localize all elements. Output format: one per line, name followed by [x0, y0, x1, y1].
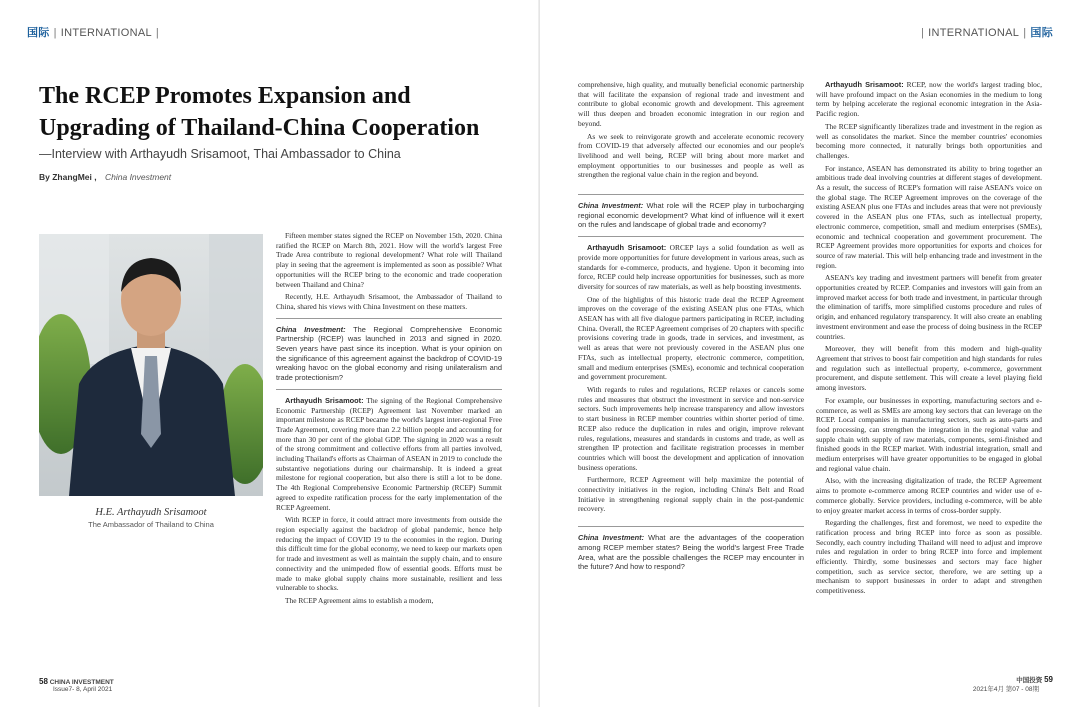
question-2	[578, 201, 804, 230]
section-header-left: 国际 | INTERNATIONAL |	[27, 27, 160, 39]
caption-role: The Ambassador of Thailand to China	[88, 520, 214, 529]
magazine-name: CHINA INVESTMENT	[49, 679, 114, 686]
paragraph: As we seek to reinvigorate growth and accelerate economic recovery from COVID-19 that adversely affected our economies and our people's livelihood and well being, RCEP will bring about more market and employment opportunities to our businesses and people as well as strengthen the regional value chain in the region and beyond.	[578, 131, 804, 180]
answer-text: The signing of the Regional Comprehensive Economic Partnership (RCEP) Agreement last November marked an important milestone as RCEP became the world's largest inter-regional Free Trade Agreement, covering more than 2.2 billion people and accounting for more than 30 per cent of the global GDP. The signing in 2020 was a result of the strong commitment and collective efforts from all parties involved, including Thailand's efforts as Chairman of ASEAN in 2019 to conclude the substantive negotiations during our chairmanship. It is indeed a great milestone for regional cooperation, but also there is still a lot to be done. The 4th Regional Comprehensive Economic Partnership (RCEP) Summit agreed to expedite ratification process for the early implementation of the RCEP Agreement.	[276, 395, 503, 512]
article-subtitle: —Interview with Arthayudh Srisamoot, Thai Ambassador to China	[39, 147, 401, 161]
paragraph: comprehensive, high quality, and mutually beneficial economic partnership that will facilitate the expansion of regional trade and investment and contribute to global economic growth and development. This agreement will thus deepen and broaden economic integration in our region and beyond.	[578, 80, 804, 128]
magazine-name-cn: 中国投资	[1016, 677, 1043, 684]
paragraph: Moreover, they will benefit from this modern and high-quality Agreement that strives to boost fair competition and high standards for rules and regulation such as intellectual property, e-commerce, government procurement, and dispute settlement. This will create a level playing field among investors.	[816, 344, 1042, 393]
text-column-1	[276, 231, 502, 609]
paragraph: Regarding the challenges, first and foremost, we need to expedite the ratification process and bring RCEP into force as soon as possible. Secondly, each country including Thailand will need to adjust and improve rules and regulation in order to bring RCEP into force and implement efficiently. Thirdly, some businesses and sectors may face higher competition, such as service sector, therefore, we are setting up a mechanism to support businesses in order to adapt and strengthen competitiveness.	[816, 518, 1042, 596]
question-text: What role will the RCEP play in turbocharging regional economic development? What kind of influence will it exert on the rules and landscape of global trade and economy?	[578, 201, 804, 230]
paragraph: Also, with the increasing digitalization of trade, the RCEP Agreement aims to promote e-commerce among RCEP countries and wider use of e-commerce globally. Service providers, including e-commerce, will be able to enjoy greater market access in terms of cross-border supply.	[816, 476, 1042, 515]
section-header-right: | INTERNATIONAL | 国际	[920, 27, 1053, 39]
answer-label: Arthayudh Srisamoot:	[825, 80, 904, 89]
issue-info: Issue7- 8, April 2021	[53, 686, 113, 693]
answer-1	[276, 396, 502, 512]
issue-info: 2021年4月 第07 - 08期	[972, 686, 1039, 693]
answer-label: Arthayudh Srisamoot:	[587, 243, 667, 253]
byline-author: By ZhangMei ,	[39, 172, 97, 182]
paragraph: For example, our businesses in exporting, manufacturing sectors and e-commerce, as well as SMEs are among key sectors that can leverage on the RCEP. Local companies in manufacturing sectors, such as auto-parts and food processing, can strengthen the integration in the regional value and supple chain with supply of raw materials, components, semi-finished and finished goods in the RCEP market. With industrial integration, small and medium enterprises will have greater opportunities to be engaged in global and regional value chain.	[816, 395, 1042, 473]
paragraph: The RCEP Agreement aims to establish a modern,	[285, 595, 434, 605]
question-label: China Investment:	[578, 533, 645, 543]
section-label-cn: 国际	[27, 27, 50, 39]
article-title: The RCEP Promotes Expansion and Upgrading of Thailand-China Cooperation	[39, 83, 480, 141]
section-label-cn: 国际	[1030, 27, 1053, 39]
text-column-2	[578, 80, 804, 575]
ambassador-portrait-illustration	[39, 234, 263, 496]
divider	[578, 526, 804, 527]
right-page	[540, 0, 1080, 707]
ambassador-photo	[39, 234, 263, 496]
answer-text: ORCEP lays a solid foundation as well as provide more opportunities for future development in various areas, such as standards for e-commerce, products, and hygiene. Upon it becoming into force, RCEP could help increase opportunities for businesses, such as more diversity for sources of raw materials, as well as help boosting investments.	[578, 243, 804, 291]
paragraph: With regards to rules and regulations, RCEP relaxes or cancels some rules and measures that obstruct the investment in service and non-service sectors. Such improvements help increase transparency and allow investors to start business in RCEP member countries within shorter period of time. RCEP also reduce the duplication in rules and origin, improve relevant rules, regulations, measures and standards in customs and trade, as well as strengthen IP protection and facilitate registration processes in member countries which will boost the development and application of innovation business operations.	[578, 384, 804, 472]
paragraph: The RCEP significantly liberalizes trade and investment in the region as well as consolidates the market. Since the member countries' economies becoming more connected, it naturally brings both opportunities and challenges.	[816, 121, 1042, 160]
section-label-en: INTERNATIONAL	[928, 27, 1020, 39]
answer-3	[816, 80, 1042, 119]
answer-text: RCEP, now the world's largest trading bloc, will have profound impact on the Asian economies in the medium to long term by helping accelerate the regional economic integration in the Asia-Pacific region.	[816, 80, 1042, 119]
section-label-en: INTERNATIONAL	[60, 27, 152, 39]
intro-paragraph-1: Fifteen member states signed the RCEP on November 15th, 2020. China ratified the RCEP on March 8th, 2021. How will the world's largest Free Trade Area contribute to regional development? What role will Thailand play in seeing that the agreement is implemented as soon as possible? What opportunities will the RCEP bring to the economic and trade cooperation between Thailand and China?	[276, 231, 502, 289]
byline	[39, 172, 171, 182]
question-label: China Investment:	[276, 324, 346, 334]
paragraph: Furthermore, RCEP Agreement will help maximize the potential of connectivity initiatives in the region, including China's Belt and Road Initiative in strengthening regional supply chain in the post-pandemic recovery.	[578, 475, 804, 514]
intro-paragraph-2: Recently, H.E. Arthayudh Srisamoot, the Ambassador of Thailand to China, shared his views with China Investment on these matters.	[276, 292, 502, 311]
divider	[578, 236, 804, 237]
byline-outlet: China Investment	[105, 172, 172, 182]
paragraph: For instance, ASEAN has demonstrated its ability to bring together an ambitious trade deal involving countries at different stages of development. As a result, the success of RCEP's formation will raise ASEAN's voice on the global stage. The RCEP Agreement improves on the coverage of the existing ASEAN plus one FTAs and includes areas that were not previously covered in the ASEAN plus one FTAs, such as intellectual property, electronic commerce, competition, small and medium enterprises (SMEs), economic and technical cooperation and government procurement. The RCEP Agreement provides more opportunities for exports and choices for source of raw material. This will help enhancing trade and investment in the region.	[816, 163, 1042, 270]
answer-label: Arthayudh Srisamoot:	[285, 395, 364, 405]
page-number: 58	[39, 677, 48, 686]
folio-right	[973, 675, 1053, 693]
divider	[276, 389, 502, 390]
question-text: The Regional Comprehensive Economic Partnership (RCEP) was launched in 2013 and signed in 2020. Seven years have past since its inception. What is your opinion on the significance of this agreement against the backdrop of COVID-19 wreaking havoc on the global economy and rising unilateralism and trade protectionism?	[276, 324, 502, 383]
paragraph: ASEAN's key trading and investment partners will benefit from greater opportunities created by RCEP. Companies and investors will gain from an improved market access for both trade and investment, in particular through the elimination of tariffs, more simplified customs procedure and rules of origin, and enhanced regulatory transparency. It will also create an enabling investment environment and ease the process of doing business in the RCEP countries.	[816, 273, 1042, 341]
question-label: China Investment:	[578, 201, 644, 211]
caption-name: H.E. Arthayudh Srisamoot	[95, 507, 207, 518]
answer-2	[578, 243, 804, 292]
question-text: What are the advantages of the cooperation among RCEP member states? Being the world's largest Free Trade Area, what are the possible challenges the RCEP may encounter in the future? And how to respond?	[578, 533, 804, 572]
photo-caption	[39, 507, 263, 529]
divider	[276, 318, 502, 319]
divider	[578, 194, 804, 195]
paragraph: One of the highlights of this historic trade deal the RCEP Agreement improves on the coverage of the existing ASEAN plus one FTAs, which ASEAN has with all five dialogue partners participating in RCEP, including China. Overall, the RCEP Agreement comprises of 20 chapters with specific provisions covering trade in goods, trade in services, and investment, as well as areas that were not previously covered in the ASEAN plus one FTAs, such as intellectual property, electronic commerce, competition, small and medium enterprises (SMEs), economic and technical cooperation and government procurement.	[578, 294, 804, 382]
paragraph: With RCEP in force, it could attract more investments from outside the region especially against the backdrop of global pandemic, hence help reducing the impact of COVID 19 to the economies in the region. During this difficult time for the global economy, we need to keep our markets open for trade and investment as well as maintain the supply chain, and to ensure connectivity and the unimpeded flow of essential goods. Efforts must be made to make global supply chains more sustainable, resilient and less vulnerable to shocks.	[276, 515, 502, 593]
page-number: 59	[1044, 675, 1053, 684]
question-3	[578, 533, 804, 572]
text-column-3	[816, 80, 1042, 599]
folio-left	[39, 677, 114, 693]
question-1	[276, 325, 502, 383]
